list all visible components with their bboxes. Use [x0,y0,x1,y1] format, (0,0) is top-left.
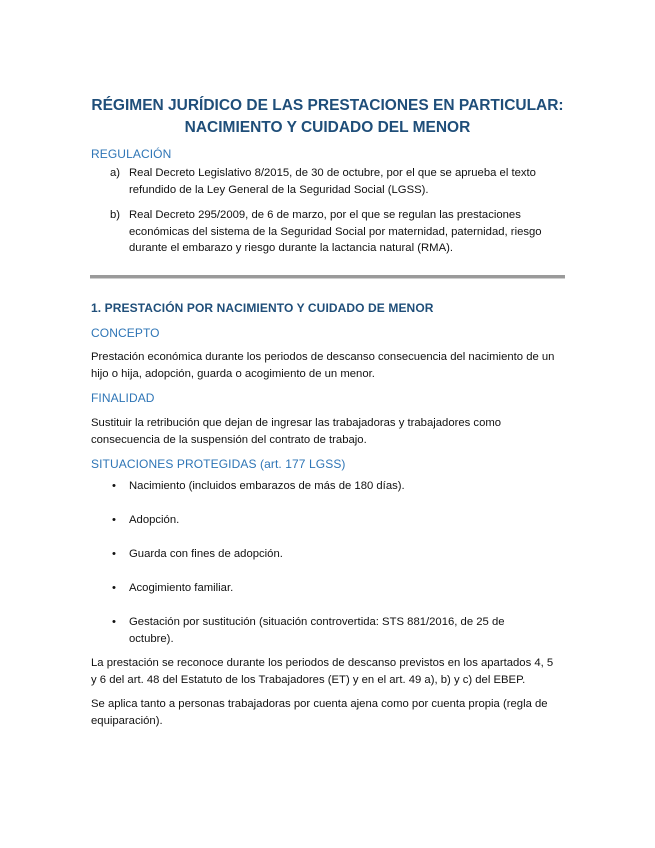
situacion-text: Nacimiento (incluidos embarazos de más de 180 días). [129,480,405,492]
bullet-icon: • [112,514,116,526]
paragraph-periodos: La prestación se reconoce durante los periodos de descanso previstos en los apartados 4, 5 y 6 del art. 48 del Estatuto de los Trabajadores (ET) y en el art. 49 a), b) y c) del EBEP. [91,657,554,686]
section-1-heading: 1. PRESTACIÓN POR NACIMIENTO Y CUIDADO DE MENOR [91,301,434,315]
bullet-icon: • [112,548,116,560]
list-marker: a) [110,167,121,179]
regulacion-heading: REGULACIÓN [91,147,172,161]
list-marker: b) [110,209,121,221]
bullet-icon: • [112,480,116,492]
list-item-text: Real Decreto 295/2009, de 6 de marzo, por el que se regulan las prestaciones económicas del sistema de la Seguridad Social por maternidad, paternidad, riesgo durante el embarazo y riesgo durante la lactancia natural (RMA). [129,209,542,254]
bullet-icon: • [112,582,116,594]
title-line-2: NACIMIENTO Y CUIDADO DEL MENOR [184,119,471,136]
situacion-text: Guarda con fines de adopción. [129,548,283,560]
concepto-heading: CONCEPTO [91,326,160,340]
bullet-icon: • [112,616,116,628]
concepto-text: Prestación económica durante los periodos de descanso consecuencia del nacimiento de un hijo o hija, adopción, guarda o acogimiento de un menor. [91,351,555,380]
paragraph-equiparacion: Se aplica tanto a personas trabajadoras por cuenta ajena como por cuenta propia (regla de equiparación). [91,698,548,727]
situacion-text: Adopción. [129,514,180,526]
section-divider [90,275,565,279]
document-title [60,95,595,139]
finalidad-heading: FINALIDAD [91,391,155,405]
list-item-text: Real Decreto Legislativo 8/2015, de 30 de octubre, por el que se aprueba el texto refundido de la Ley General de la Seguridad Social (LGSS). [129,167,536,196]
situacion-text: Gestación por sustitución (situación controvertida: STS 881/2016, de 25 de octubre). [129,616,505,645]
title-line-1: RÉGIMEN JURÍDICO DE LAS PRESTACIONES EN PARTICULAR: [91,97,564,114]
finalidad-text: Sustituir la retribución que dejan de ingresar las trabajadoras y trabajadores como consecuencia de la suspensión del contrato de trabajo. [91,417,502,446]
situacion-text: Acogimiento familiar. [129,582,234,594]
situaciones-heading: SITUACIONES PROTEGIDAS (art. 177 LGSS) [91,457,346,471]
